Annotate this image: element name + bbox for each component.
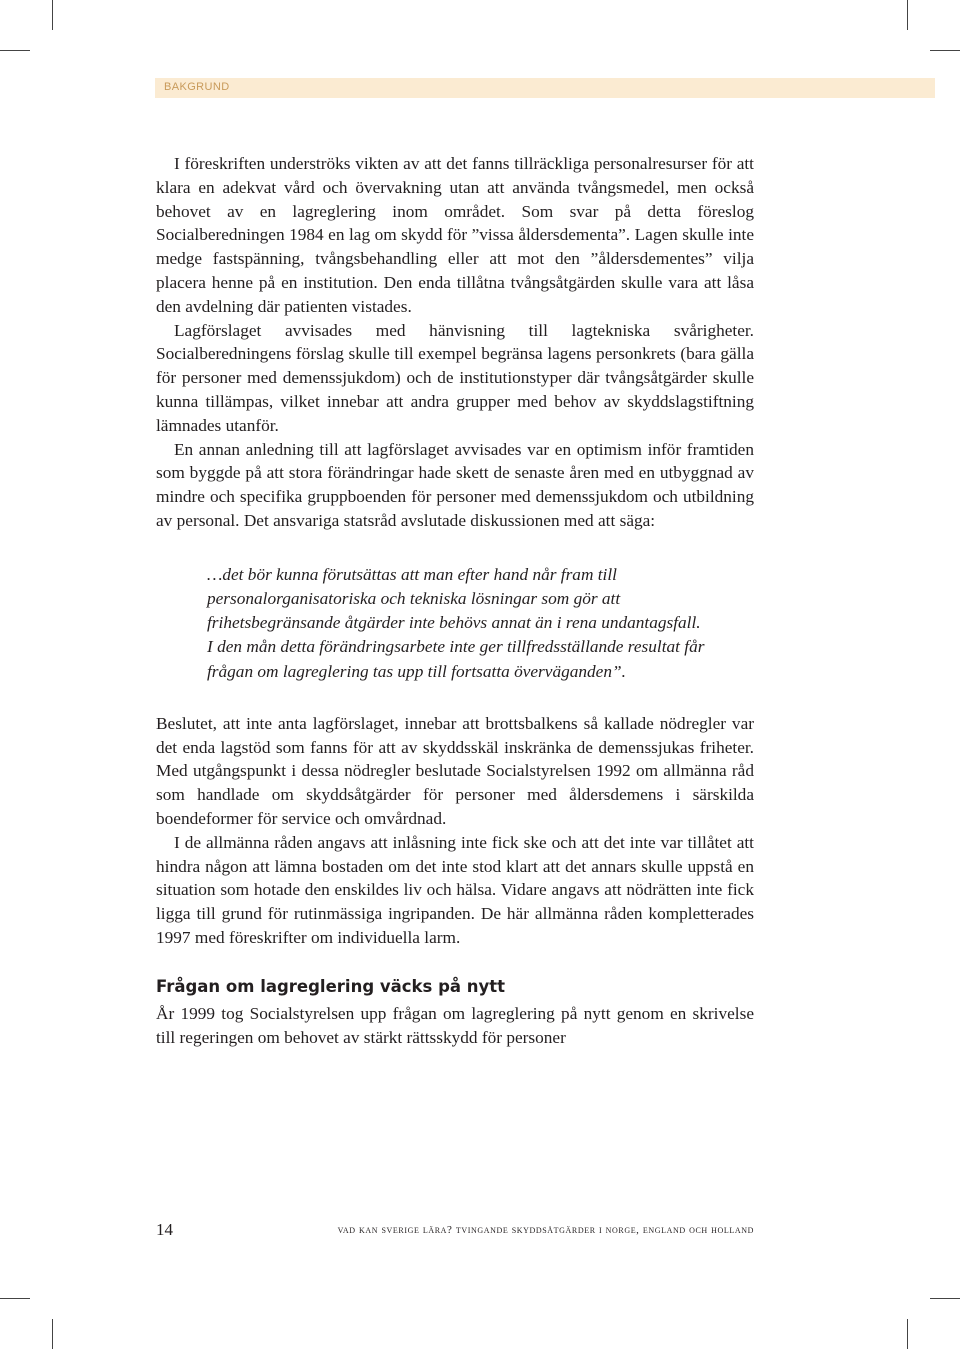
body-paragraph: En annan anledning till att lagförslaget avvisades var en optimism inför framtiden som byggde på att stora förändringar hade skett de senaste åren med en utbyggnad av mindre och specifika gruppboenden för personer med demenssjukdom och utbildning av personal. Det ansvariga statsråd avslutade diskussionen med att säga: [156, 439, 754, 530]
body-paragraph: År 1999 tog Socialstyrelsen upp frågan om lagreglering på nytt genom en skrivelse till regeringen om behovet av stärkt rättsskydd för personer [156, 1003, 754, 1047]
page-body [156, 152, 754, 1049]
crop-mark-left-bottom [0, 1298, 30, 1299]
block-quote: …det bör kunna förutsättas att man efter hand når fram till personalorganisatoriska och tekniska lösningar som gör att frihetsbegränsande åtgärder inte behövs annat än i rena undantagsfall. I den mån detta förändringsarbete inte ger tillfredsställande resultat får frågan om lagreglering tas upp till fortsatta överväganden”. [207, 564, 705, 681]
crop-mark-top-left [52, 0, 53, 30]
body-paragraph: Beslutet, att inte anta lagförslaget, innebar att brottsbalkens så kallade nödregler var det enda lagstöd som fanns för att av skyddsskäl inskränka de demenssjukas friheter. Med utgångspunkt i dessa nödregler beslutade Socialstyrelsen 1992 om allmänna råd som handlade om skyddsåtgärder för personer med åldersdemens i särskilda boendeformer för service och omvårdnad. [156, 713, 754, 828]
crop-mark-bottom-left [52, 1319, 53, 1349]
crop-mark-right-top [930, 50, 960, 51]
page-number: 14 [156, 1220, 173, 1239]
running-footer-title: vad kan sverige lära? tvingande skyddsåtgärder i norge, england och holland [337, 1224, 754, 1236]
body-paragraph: I föreskriften underströks vikten av att det fanns tillräckliga personalresurser för att klara en adekvat vård och övervakning utan att använda tvångsmedel, men också behovet av en lagreglering inom området. Som svar på detta föreslog Socialberedningen 1984 en lag om skydd för ”vissa åldersdementa”. Lagen skulle inte medge fastspänning, tvångsbehandling eller att mot den ”åldersdementes” vilja placera henne på en institution. Den enda tillåtna tvångsåtgärden skulle vara att låsa den avdelning där patienten vistades. [156, 154, 754, 316]
section-header-band [155, 78, 935, 98]
section-label: BAKGRUND [164, 81, 230, 93]
section-heading: Frågan om lagreglering väcks på nytt [156, 976, 506, 996]
crop-mark-top-right [907, 0, 908, 30]
body-paragraph: Lagförslaget avvisades med hänvisning till lagtekniska svårigheter. Socialberedningens förslag skulle till exempel begränsa lagens personkrets (bara gälla för personer med demenssjukdom) och de institutionstyper där tvångsåtgärder skulle kunna tillämpas, vilket innebar att andra grupper med behov av skyddslagstiftning lämnades utanför. [156, 320, 754, 435]
body-paragraph: I de allmänna råden angavs att inlåsning inte fick ske och att det inte var tillåtet att hindra någon att lämna bostaden om det inte stod klart att det annars skulle uppstå en situation som hotade den enskildes liv och hälsa. Vidare angavs att nödrätten inte fick ligga till grund för rutinmässiga ingripanden. De här allmänna råden kompletterades 1997 med föreskrifter om individuella larm. [156, 832, 754, 947]
crop-mark-right-bottom [930, 1298, 960, 1299]
crop-mark-left-top [0, 50, 30, 51]
crop-mark-bottom-right [907, 1319, 908, 1349]
